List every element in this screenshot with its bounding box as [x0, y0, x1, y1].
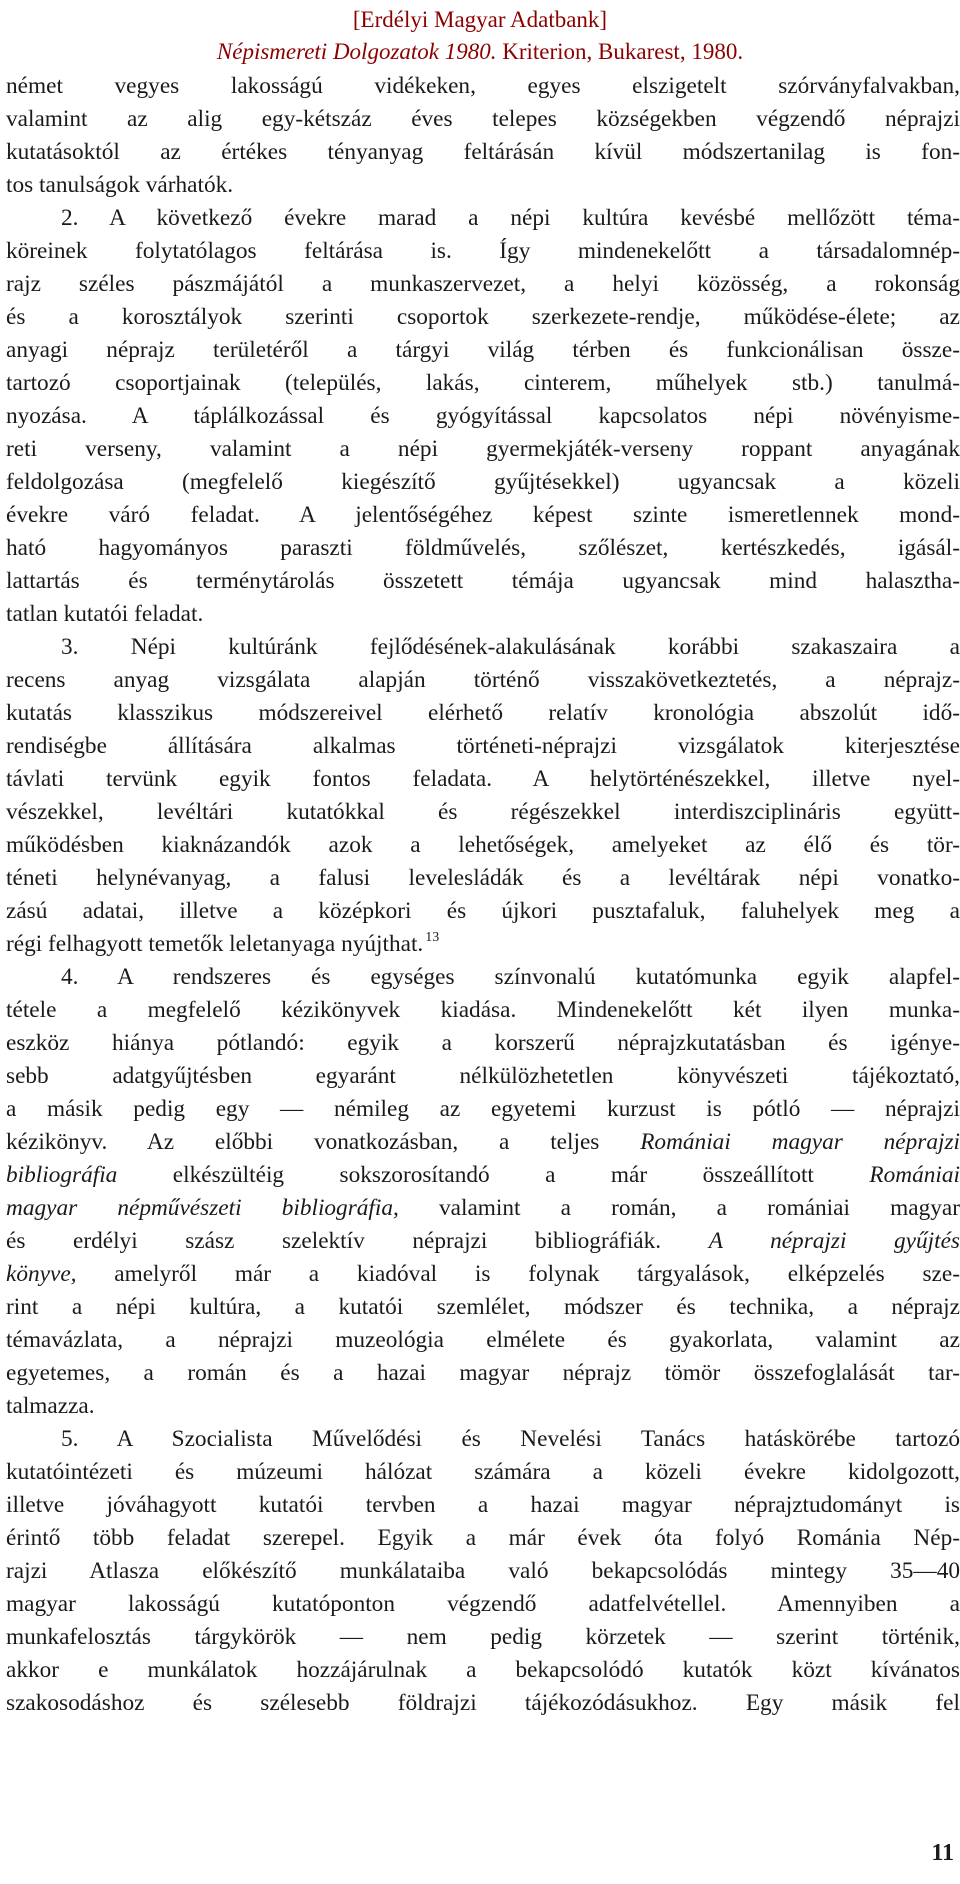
text-line: [6, 1258, 960, 1291]
text-line: anyagi néprajz területéről a tárgyi világ térben és funkcionálisan össze-: [6, 337, 960, 363]
text-line: témavázlata, a néprajzi muzeológia elmélete és gyakorlata, valamint az: [6, 1327, 960, 1353]
text-line: tos tanulságok várhatók.: [6, 172, 234, 198]
footnote-reference[interactable]: 13: [425, 930, 440, 945]
line-text: amelyről már a kiadóval is folynak tárgyalások, elképzelés sze-: [76, 1261, 960, 1287]
text-line: kutatás klasszikus módszereivel elérhető relatív kronológia abszolút idő-: [6, 700, 960, 726]
text-line: ható hagyományos paraszti földművelés, szőlészet, kertészkedés, igásál-: [6, 535, 960, 561]
text-line: kutatásoktól az értékes tényanyag feltárásán kívül módszertanilag is fon-: [6, 139, 960, 165]
text-line: munkafelosztás tárgykörök — nem pedig körzetek — szerint történik,: [6, 1624, 960, 1650]
paragraph-3-start: 3. Népi kultúránk fejlődésének-alakulásának korábbi szakaszaira a: [61, 634, 960, 660]
paragraph-4-start: 4. A rendszeres és egységes színvonalú kutatómunka egyik alapfel-: [61, 964, 960, 990]
text-line: köreinek folytatólagos feltárása is. Így mindenekelőtt a társadalomnép-: [6, 238, 960, 264]
line-text: kézikönyv. Az előbbi vonatkozásban, a teljes: [6, 1129, 641, 1155]
italic-title: könyve,: [6, 1261, 77, 1287]
text-line: téneti helynévanyag, a falusi levelesládák és a levéltárak népi vonatko-: [6, 865, 960, 891]
text-line: tétele a megfelelő kézikönyvek kiadása. Mindenekelőtt két ilyen munka-: [6, 997, 960, 1023]
page-header: [0, 4, 960, 68]
text-line: [6, 1192, 960, 1225]
text-line: működésben kiaknázandók azok a lehetőségek, amelyeket az élő és tör-: [6, 832, 960, 858]
text-line: [6, 1225, 960, 1258]
italic-title: A néprajzi gyűjtés: [708, 1228, 960, 1254]
text-line: illetve jóváhagyott kutatói tervben a hazai magyar néprajztudományt is: [6, 1492, 960, 1518]
text-line: akkor e munkálatok hozzájárulnak a bekapcsolódó kutatók közt kívánatos: [6, 1657, 960, 1683]
text-line: [6, 1126, 960, 1159]
series-title: Népismereti Dolgozatok 1980.: [216, 39, 497, 64]
text-line: egyetemes, a román és a hazai magyar néprajz tömör összefoglalását tar-: [6, 1360, 960, 1386]
text-line: talmazza.: [6, 1393, 95, 1419]
text-line: [6, 1159, 960, 1192]
text-line: tatlan kutatói feladat.: [6, 601, 204, 627]
text-line: vészekkel, levéltári kutatókkal és régészekkel interdiszciplináris együtt-: [6, 799, 960, 825]
text-line: eszköz hiánya pótlandó: egyik a korszerű néprajzkutatásban és igénye-: [6, 1030, 960, 1056]
text-line: rendiségbe állítására alkalmas történeti-néprajzi vizsgálatok kiterjesztése: [6, 733, 960, 759]
text-line: magyar lakosságú kutatóponton végzendő adatfelvétellel. Amennyiben a: [6, 1591, 960, 1617]
italic-title: Romániai magyar néprajzi: [640, 1129, 960, 1155]
text-line: nyozása. A táplálkozással és gyógyítással kapcsolatos népi növényisme-: [6, 403, 960, 429]
text-line: valamint az alig egy-kétszáz éves telepes községekben végzendő néprajzi: [6, 106, 960, 132]
line-text: régi felhagyott temetők leletanyaga nyújthat.: [6, 931, 424, 957]
text-line: reti verseny, valamint a népi gyermekjáték-verseny roppant anyagának: [6, 436, 960, 462]
paragraph-5-start: 5. A Szocialista Művelődési és Nevelési Tanács hatáskörébe tartozó: [61, 1426, 960, 1452]
page-number: 11: [931, 1840, 954, 1866]
line-text: elkészültéig sokszorosítandó a már összeállított: [117, 1162, 870, 1188]
text-line: a másik pedig egy — némileg az egyetemi kurzust is pótló — néprajzi: [6, 1096, 960, 1122]
text-line: sebb adatgyűjtésben egyaránt nélkülözhetetlen könyvészeti tájékoztató,: [6, 1063, 960, 1089]
text-line: rajz széles pászmájától a munkaszervezet, a helyi közösség, a rokonság: [6, 271, 960, 297]
text-line: érintő több feladat szerepel. Egyik a már évek óta folyó Románia Nép-: [6, 1525, 960, 1551]
text-line: évekre váró feladat. A jelentőségéhez képest szinte ismeretlennek mond-: [6, 502, 960, 528]
text-line: kutatóintézeti és múzeumi hálózat számára a közeli évekre kidolgozott,: [6, 1459, 960, 1485]
text-line: recens anyag vizsgálata alapján történő visszakövetkeztetés, a néprajz-: [6, 667, 960, 693]
text-line: távlati tervünk egyik fontos feladata. A helytörténészekkel, illetve nyel-: [6, 766, 960, 792]
italic-title: Romániai: [869, 1162, 960, 1188]
text-line: tartozó csoportjainak (település, lakás, cinterem, műhelyek stb.) tanulmá-: [6, 370, 960, 396]
italic-title: magyar népművészeti bibliográfia,: [6, 1195, 399, 1221]
paragraph-2-start: 2. A következő évekre marad a népi kultúra kevésbé mellőzött téma-: [61, 205, 960, 231]
publisher-info: Kriterion, Bukarest, 1980.: [502, 39, 744, 64]
source-link[interactable]: [Erdélyi Magyar Adatbank]: [352, 7, 608, 32]
text-line: és a korosztályok szerinti csoportok szerkezete-rendje, működése-élete; az: [6, 304, 960, 330]
body-text: [6, 70, 960, 1720]
text-line: rint a népi kultúra, a kutatói szemlélet, módszer és technika, a néprajz: [6, 1294, 960, 1320]
line-text: valamint a román, a romániai magyar: [398, 1195, 960, 1221]
text-line: lattartás és terménytárolás összetett témája ugyancsak mind halasztha-: [6, 568, 960, 594]
text-line: [6, 928, 960, 961]
text-line: rajzi Atlasza előkészítő munkálataiba való bekapcsolódás mintegy 35—40: [6, 1558, 960, 1584]
text-line: zású adatai, illetve a középkori és újkori pusztafaluk, faluhelyek meg a: [6, 898, 960, 924]
italic-title: bibliográfia: [6, 1162, 118, 1188]
line-text: és erdélyi szász szelektív néprajzi bibliográfiák.: [6, 1228, 709, 1254]
text-line: feldolgozása (megfelelő kiegészítő gyűjtésekkel) ugyancsak a közeli: [6, 469, 960, 495]
text-line: szakosodáshoz és szélesebb földrajzi tájékozódásukhoz. Egy másik fel: [6, 1690, 960, 1716]
text-line: német vegyes lakosságú vidékeken, egyes elszigetelt szórványfalvakban,: [6, 73, 960, 99]
